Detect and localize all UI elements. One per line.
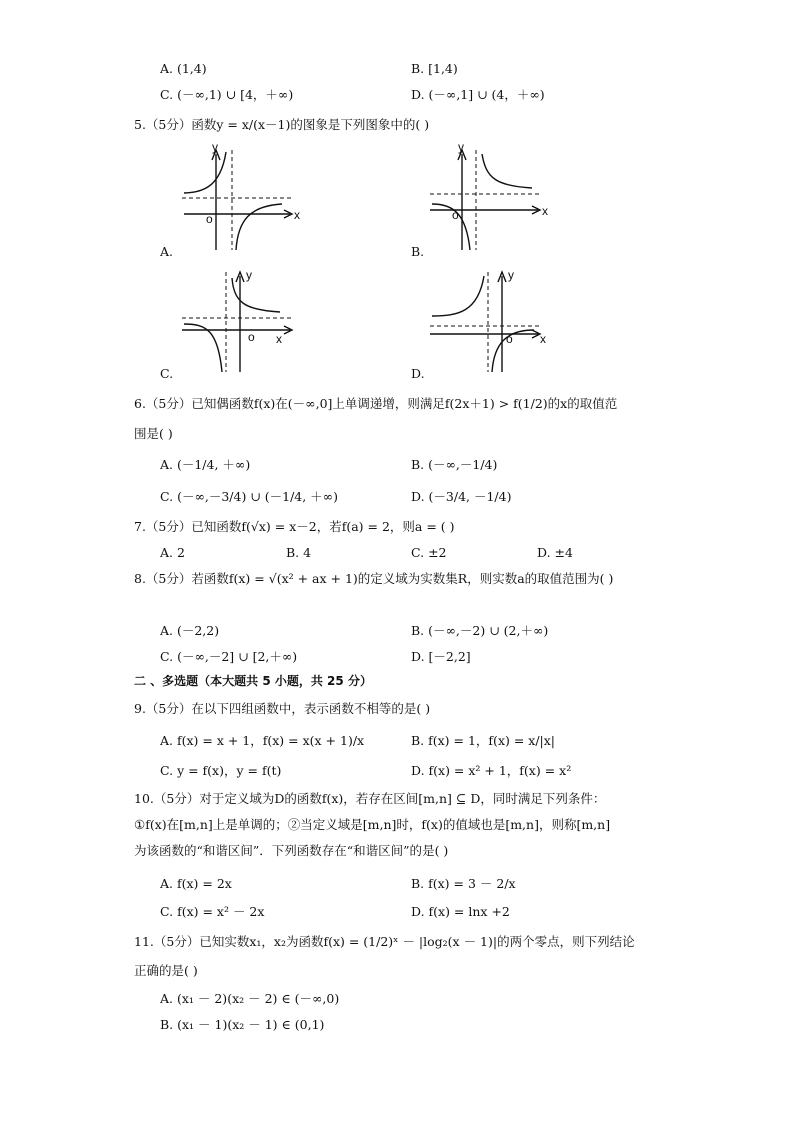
- q7-option-c: C. ±2: [411, 545, 447, 560]
- q4-option-d: D. (－∞,1] ∪ (4，＋∞): [411, 87, 545, 102]
- graph-b-y-label: y: [458, 140, 464, 154]
- q11-option-b: B. (x₁ － 1)(x₂ － 1) ∈ (0,1): [160, 1017, 325, 1032]
- q5-graph-a: [180, 140, 310, 254]
- q5-graph-d-label: D.: [411, 366, 425, 381]
- graph-d-x-label: x: [540, 332, 546, 346]
- graph-c-origin: o: [248, 330, 255, 344]
- q11-stem-line2: 正确的是( ): [134, 963, 198, 978]
- q6-option-c: C. (－∞,－3/4) ∪ (－1/4, ＋∞): [160, 489, 338, 504]
- graph-d-origin: o: [506, 332, 513, 346]
- q6-stem-line2: 围是( ): [134, 426, 173, 441]
- q4-option-a: A. (1,4): [160, 61, 207, 76]
- q5-stem: 5.（5分）函数y = x/(x－1)的图象是下列图象中的( ): [134, 117, 430, 132]
- q8-option-a: A. (－2,2): [160, 623, 220, 638]
- q6-stem-line1: 6.（5分）已知偶函数f(x)在(－∞,0]上单调递增，则满足f(2x＋1) > f(1/2)的x的取值范: [134, 396, 618, 411]
- graph-a-origin: o: [206, 212, 213, 226]
- q6-option-b: B. (－∞,－1/4): [411, 457, 498, 472]
- q4-option-c: C. (－∞,1) ∪ [4，＋∞): [160, 87, 294, 102]
- q10-option-a: A. f(x) = 2x: [160, 876, 232, 891]
- q7-option-b: B. 4: [286, 545, 312, 560]
- q4-option-b: B. [1,4): [411, 61, 458, 76]
- q6-option-a: A. (－1/4, ＋∞): [160, 457, 251, 472]
- graph-a-y-label: y: [212, 140, 218, 154]
- q10-stem-line1: 10.（5分）对于定义域为D的函数f(x)，若存在区间[m,n] ⊆ D，同时满足下列条件：: [134, 791, 606, 806]
- q9-option-b: B. f(x) = 1，f(x) = x/|x|: [411, 733, 556, 748]
- q8-option-d: D. [－2,2]: [411, 649, 471, 664]
- graph-c-y-label: y: [246, 268, 252, 282]
- graph-a-x-label: x: [294, 208, 300, 222]
- q5-graph-b-label: B.: [411, 244, 425, 259]
- q10-stem-line2: ①f(x)在[m,n]上是单调的；②当定义域是[m,n]时，f(x)的值域也是[m,n]，则称[m,n]: [134, 817, 611, 832]
- q7-option-d: D. ±4: [537, 545, 573, 560]
- graph-d-y-label: y: [508, 268, 514, 282]
- q9-stem: 9.（5分）在以下四组函数中，表示函数不相等的是( ): [134, 701, 431, 716]
- q8-option-c: C. (－∞,－2] ∪ [2,＋∞): [160, 649, 298, 664]
- q10-option-d: D. f(x) = lnx +2: [411, 904, 510, 919]
- q9-option-d: D. f(x) = x² + 1，f(x) = x²: [411, 763, 572, 778]
- q7-stem: 7.（5分）已知函数f(√x) = x－2，若f(a) = 2，则a = ( ): [134, 519, 455, 534]
- q10-option-b: B. f(x) = 3 － 2/x: [411, 876, 516, 891]
- q8-stem: 8.（5分）若函数f(x) = √(x² + ax + 1)的定义域为实数集R，则实数a的取值范围为( ): [134, 571, 614, 586]
- section-2-heading: 二 、多选题（本大题共 5 小题，共 25 分）: [134, 674, 372, 688]
- q11-stem-line1: 11.（5分）已知实数x₁，x₂为函数f(x) = (1/2)ˣ － |log₂(x － 1)|的两个零点，则下列结论: [134, 934, 635, 949]
- graph-c-x-label: x: [276, 332, 282, 346]
- q9-option-c: C. y = f(x)，y = f(t): [160, 763, 282, 778]
- graph-b-x-label: x: [542, 204, 548, 218]
- graph-b-origin: o: [452, 208, 459, 222]
- q11-option-a: A. (x₁ － 2)(x₂ － 2) ∈ (－∞,0): [160, 991, 340, 1006]
- q10-stem-line3: 为该函数的“和谐区间”．下列函数存在“和谐区间”的是( ): [134, 843, 449, 858]
- q8-option-b: B. (－∞,－2) ∪ (2,＋∞): [411, 623, 549, 638]
- q5-graph-c: [180, 268, 310, 376]
- q6-option-d: D. (－3/4, －1/4): [411, 489, 512, 504]
- q5-graph-b: [428, 140, 558, 254]
- q10-option-c: C. f(x) = x² － 2x: [160, 904, 265, 919]
- q7-option-a: A. 2: [160, 545, 185, 560]
- q5-graph-a-label: A.: [160, 244, 174, 259]
- q5-graph-d: [428, 268, 558, 376]
- q5-graph-c-label: C.: [160, 366, 174, 381]
- q9-option-a: A. f(x) = x + 1，f(x) = x(x + 1)/x: [160, 733, 365, 748]
